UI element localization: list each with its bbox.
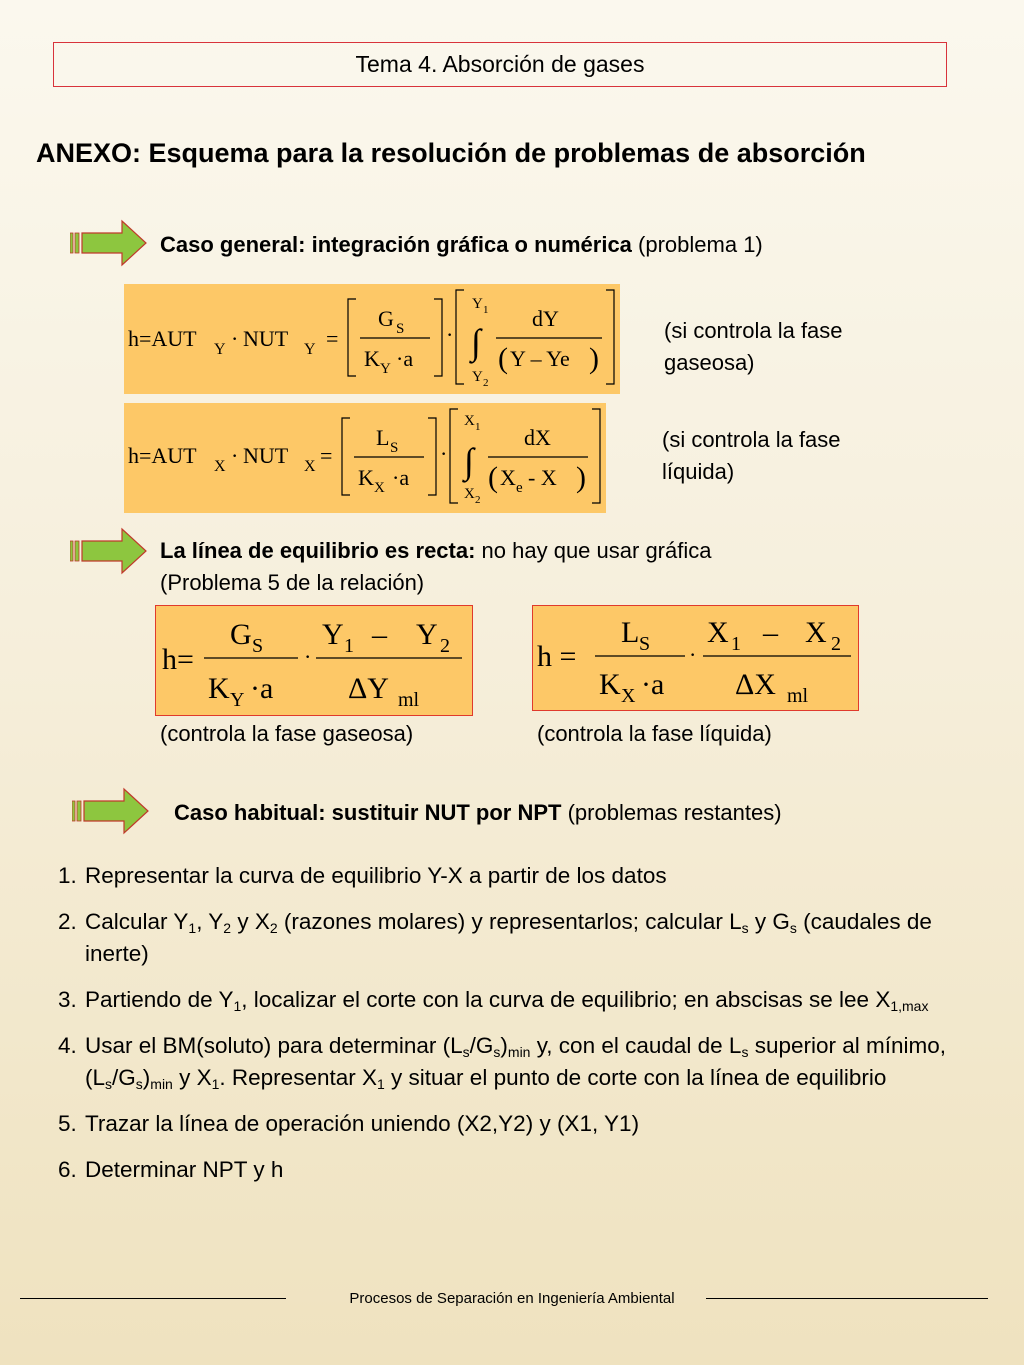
s4-sub7: min (150, 1076, 173, 1092)
s4c: ) (500, 1033, 508, 1058)
s4-sub3: min (507, 1044, 531, 1060)
f3-den: K (208, 672, 230, 705)
f3-dot: · (304, 644, 312, 669)
f2-dden-b: - X (528, 465, 557, 490)
list-item (58, 1154, 958, 1186)
f2-nut-sub: X (304, 458, 316, 475)
f1-den: K (364, 346, 380, 371)
step-text (85, 1030, 958, 1094)
f1-num-sub: S (396, 321, 405, 337)
s2c: y X (231, 909, 270, 934)
f2-dden-a: X (500, 465, 516, 490)
f2-upper: X (464, 413, 475, 429)
f4-d: ΔX (735, 668, 776, 701)
f2-den-sub: X (374, 480, 385, 496)
f4-n2: X (805, 616, 827, 649)
f1-dnum: dY (532, 306, 559, 331)
step-text: Determinar NPT y h (85, 1157, 284, 1182)
f2-paren-l: ( (488, 461, 498, 494)
step-text (85, 906, 958, 970)
formula-linear-liquid (532, 605, 859, 711)
section-usual-normal: (problemas restantes) (561, 800, 782, 825)
f3-d-sub: ml (398, 689, 420, 711)
f3-n2-sub: 2 (440, 635, 450, 657)
list-item (58, 860, 958, 892)
f1-nut: NUT (243, 326, 289, 351)
s4j: y situar el punto de corte con la línea de equilibrio (384, 1065, 887, 1090)
f4-minus: – (763, 616, 778, 649)
s3a: Partiendo de Y (85, 987, 234, 1012)
steps-list (58, 860, 958, 1200)
f4-dot: · (689, 642, 697, 667)
s2-sub2: 2 (223, 920, 232, 936)
step-number: 1. (58, 863, 77, 888)
formula-linear-gas (155, 605, 473, 716)
f1-upper-sub: 1 (483, 304, 489, 316)
list-item (58, 984, 958, 1016)
f1-num: G (378, 306, 394, 331)
f3-n1: Y (322, 618, 344, 651)
green-arrow-icon (72, 787, 150, 835)
f3-n1-sub: 1 (344, 635, 354, 657)
section-general-normal: (problema 1) (631, 232, 763, 257)
s3-sub1: 1 (233, 998, 242, 1014)
s2-sub1: 1 (188, 920, 197, 936)
step-number: 4. (58, 1033, 77, 1058)
f3-lhs: h= (162, 643, 194, 676)
f4-lhs: h = (537, 640, 577, 673)
s4-sub2: s (493, 1044, 501, 1060)
f3-den-a: ·a (250, 672, 274, 705)
f1-paren-l: ( (498, 342, 508, 375)
s4-sub1: s (462, 1044, 470, 1060)
caption-liquid: (controla la fase líquida) (537, 721, 772, 746)
section-linear-heading (160, 535, 711, 567)
f4-n1: X (707, 616, 729, 649)
section-linear-line2: (Problema 5 de la relación) (160, 570, 425, 595)
s4-sub8: 1 (211, 1076, 220, 1092)
s2-sub4: s (741, 920, 749, 936)
s2a: Calcular Y (85, 909, 189, 934)
f2-dot2: · (440, 441, 448, 466)
f4-den-a: ·a (641, 668, 665, 701)
s4f: /G (112, 1065, 136, 1090)
f2-paren-r: ) (576, 461, 586, 494)
s2e: y G (748, 909, 790, 934)
s2b: , Y (196, 909, 224, 934)
green-arrow-icon (70, 527, 148, 575)
f2-integral: ∫ (464, 441, 474, 481)
s4-sub4: s (741, 1044, 749, 1060)
f2-den-a: ·a (392, 465, 410, 490)
f3-n2: Y (416, 618, 438, 651)
s4h: y X (172, 1065, 212, 1090)
s2f: (caudales de inerte) (85, 909, 932, 966)
s4a: Usar el BM(soluto) para determinar (L (85, 1033, 463, 1058)
s4e: superior al mínimo, (L (85, 1033, 947, 1090)
s4b: /G (469, 1033, 494, 1058)
f2-den: K (358, 465, 374, 490)
note-gas: (si controla la fase gaseosa) (664, 318, 843, 375)
list-item (58, 1108, 958, 1140)
footer-text: Procesos de Separación en Ingeniería Ambiental (349, 1290, 675, 1307)
f3-num-sub: S (252, 635, 264, 657)
f1-eq: = (326, 326, 339, 351)
s2d: (razones molares) y representarlos; calcular L (277, 909, 742, 934)
formula-nut-liquid (124, 403, 606, 513)
page-title: ANEXO: Esquema para la resolución de problemas de absorción (36, 138, 866, 168)
f1-dden: Y – Ye (510, 346, 570, 371)
f2-nut: NUT (243, 443, 289, 468)
step-text: Trazar la línea de operación uniendo (X2,Y2) y (X1, Y1) (85, 1111, 640, 1136)
s3b: , localizar el corte con la curva de equilibrio; en abscisas se lee X (241, 987, 891, 1012)
f4-n2-sub: 2 (831, 633, 841, 655)
s4-sub9: 1 (376, 1076, 385, 1092)
step-number: 2. (58, 909, 77, 934)
s4i: . Representar X (219, 1065, 377, 1090)
step-text (85, 984, 958, 1016)
s4-sub6: s (135, 1076, 143, 1092)
note-liquid: (si controla la fase líquida) (662, 427, 841, 484)
section-general-bold: Caso general: integración gráfica o numérica (160, 232, 632, 257)
f1-lower-sub: 2 (483, 377, 489, 389)
f2-num-sub: S (390, 440, 399, 456)
f2-lower: X (464, 486, 475, 502)
step-number: 5. (58, 1111, 77, 1136)
f1-upper: Y (472, 296, 483, 312)
section-usual-bold: Caso habitual: sustituir NUT por NPT (174, 800, 562, 825)
list-item (58, 1030, 958, 1094)
f2-upper-sub: 1 (475, 421, 481, 433)
caption-gas: (controla la fase gaseosa) (160, 721, 414, 746)
f1-sub-y: Y (214, 341, 226, 358)
f4-den: K (599, 668, 621, 701)
s4g: ) (142, 1065, 151, 1090)
f1-integral: ∫ (471, 322, 481, 362)
green-arrow-icon (70, 219, 148, 267)
s2-sub3: 2 (269, 920, 278, 936)
step-number: 6. (58, 1157, 77, 1182)
f2-sub-x: X (214, 458, 226, 475)
section-general-heading (160, 229, 763, 261)
f2-lower-sub: 2 (475, 494, 481, 506)
f4-num: L (621, 616, 640, 649)
f4-num-sub: S (639, 633, 651, 655)
s2-sub5: s (789, 920, 797, 936)
f3-den-sub: Y (230, 689, 245, 711)
step-number: 3. (58, 987, 77, 1012)
f1-den-sub: Y (380, 361, 391, 377)
f4-n1-sub: 1 (731, 633, 741, 655)
f2-dden-sub: e (516, 480, 523, 496)
f1-dot2: · (446, 322, 454, 347)
f1-dot: · (231, 326, 239, 351)
header-title: Tema 4. Absorción de gases (355, 51, 645, 77)
step-text: Representar la curva de equilibrio Y-X a partir de los datos (85, 863, 667, 888)
f4-den-sub: X (621, 685, 636, 707)
f3-minus: – (372, 618, 387, 651)
s4-sub5: s (105, 1076, 113, 1092)
formula-nut-gas (124, 284, 620, 394)
f2-lhs: h=AUT (128, 443, 197, 468)
f1-nut-sub: Y (304, 341, 316, 358)
header-title-box (53, 42, 947, 87)
s3-sub2: 1,max (890, 998, 929, 1014)
section-linear-bold: La línea de equilibrio es recta: (160, 538, 476, 563)
section-linear-normal: no hay que usar gráfica (475, 538, 712, 563)
f3-d: ΔY (348, 672, 389, 705)
f1-lhs: h=AUT (128, 326, 197, 351)
section-usual-heading (174, 797, 782, 829)
f1-lower: Y (472, 369, 483, 385)
f2-dnum: dX (524, 425, 551, 450)
f2-num: L (376, 425, 390, 450)
list-item (58, 906, 958, 970)
f2-dot: · (231, 443, 239, 468)
f1-paren-r: ) (589, 342, 599, 375)
s4d: y, con el caudal de L (530, 1033, 742, 1058)
f3-num: G (230, 618, 252, 651)
f4-d-sub: ml (787, 685, 809, 707)
f1-den-a: ·a (396, 346, 414, 371)
f2-eq: = (320, 443, 333, 468)
